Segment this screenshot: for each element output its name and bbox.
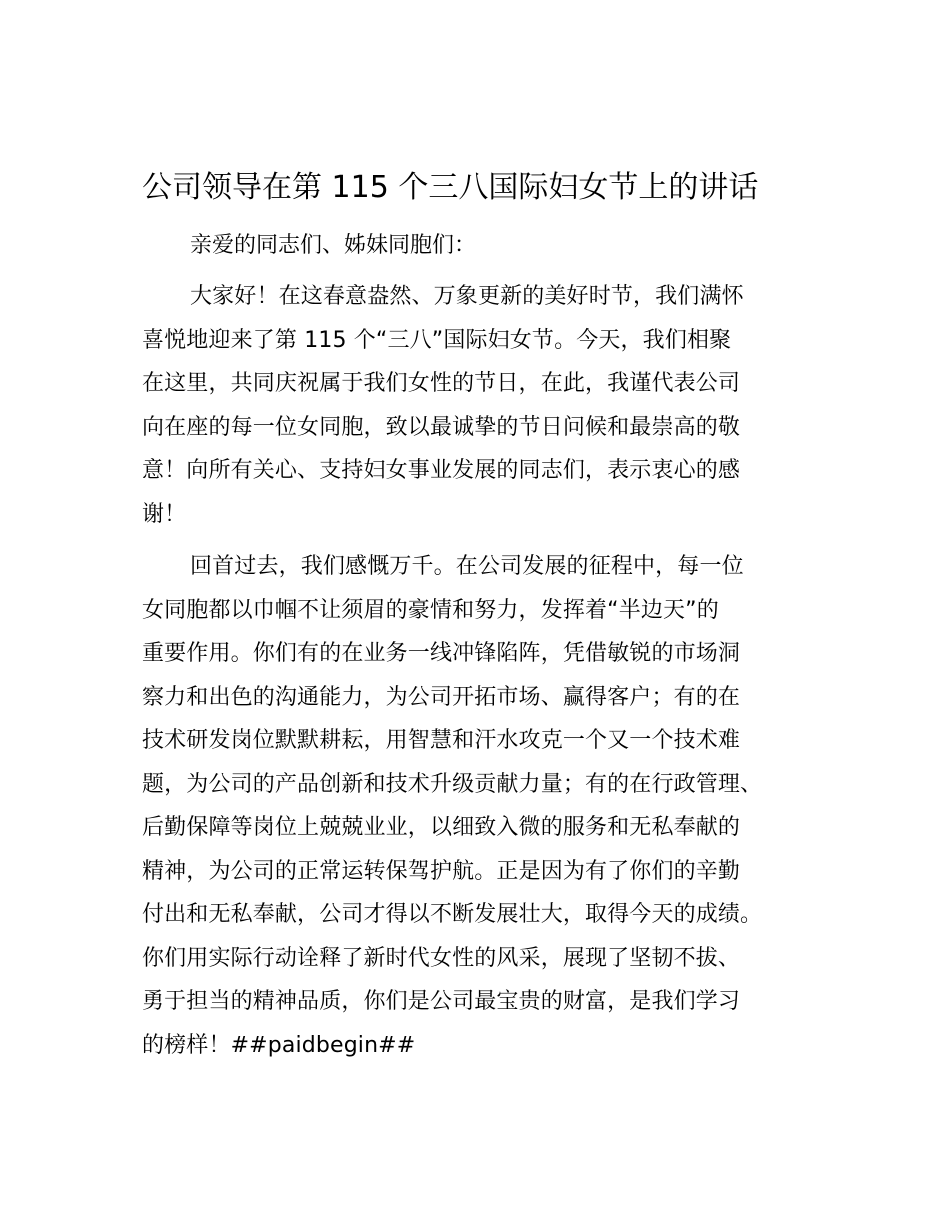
paragraph-review	[142, 545, 762, 1067]
salutation: 亲爱的同志们、姊妹同胞们：	[190, 233, 477, 258]
paragraph-line: 的榜样！##paidbegin##	[142, 1032, 416, 1058]
paragraph-greeting	[142, 275, 744, 536]
paragraph-line: 在这里，共同庆祝属于我们女性的节日，在此，我谨代表公司	[142, 371, 741, 396]
paragraph-line: 题，为公司的产品创新和技术升级贡献力量；有的在行政管理、	[142, 771, 763, 797]
paragraph-line: 谢！	[142, 501, 187, 527]
paragraph-line: 意！向所有关心、支持妇女事业发展的同志们，表示衷心的感	[142, 458, 741, 483]
paragraph-line: 喜悦地迎来了第 115 个“三八”国际妇女节。今天，我们相聚	[142, 327, 732, 353]
paragraph-line: 向在座的每一位女同胞，致以最诚挚的节日问候和最崇高的敬	[142, 414, 741, 440]
paragraph-line: 重要作用。你们有的在业务一线冲锋陷阵，凭借敏锐的市场洞	[142, 641, 741, 666]
paragraph-line: 回首过去，我们感慨万千。在公司发展的征程中，每一位	[190, 554, 744, 579]
document-title: 公司领导在第 115 个三八国际妇女节上的讲话	[142, 170, 759, 205]
paragraph-line: 技术研发岗位默默耕耘，用智慧和汗水攻克一个又一个技术难	[142, 728, 741, 753]
paragraph-line: 勇于担当的精神品质，你们是公司最宝贵的财富，是我们学习	[142, 989, 741, 1014]
paragraph-line: 精神，为公司的正常运转保驾护航。正是因为有了你们的辛勤	[142, 858, 741, 884]
paragraph-line: 女同胞都以巾帼不让须眉的豪情和努力，发挥着“半边天”的	[142, 597, 719, 623]
paragraph-line: 你们用实际行动诠释了新时代女性的风采，展现了坚韧不拔、	[142, 945, 741, 971]
paragraph-line: 大家好！在这春意盎然、万象更新的美好时节，我们满怀	[190, 284, 744, 309]
paragraph-line: 察力和出色的沟通能力，为公司开拓市场、赢得客户；有的在	[142, 684, 741, 710]
paragraph-line: 付出和无私奉献，公司才得以不断发展壮大，取得今天的成绩。	[142, 902, 763, 927]
paragraph-line: 后勤保障等岗位上兢兢业业，以细致入微的服务和无私奉献的	[142, 815, 741, 840]
